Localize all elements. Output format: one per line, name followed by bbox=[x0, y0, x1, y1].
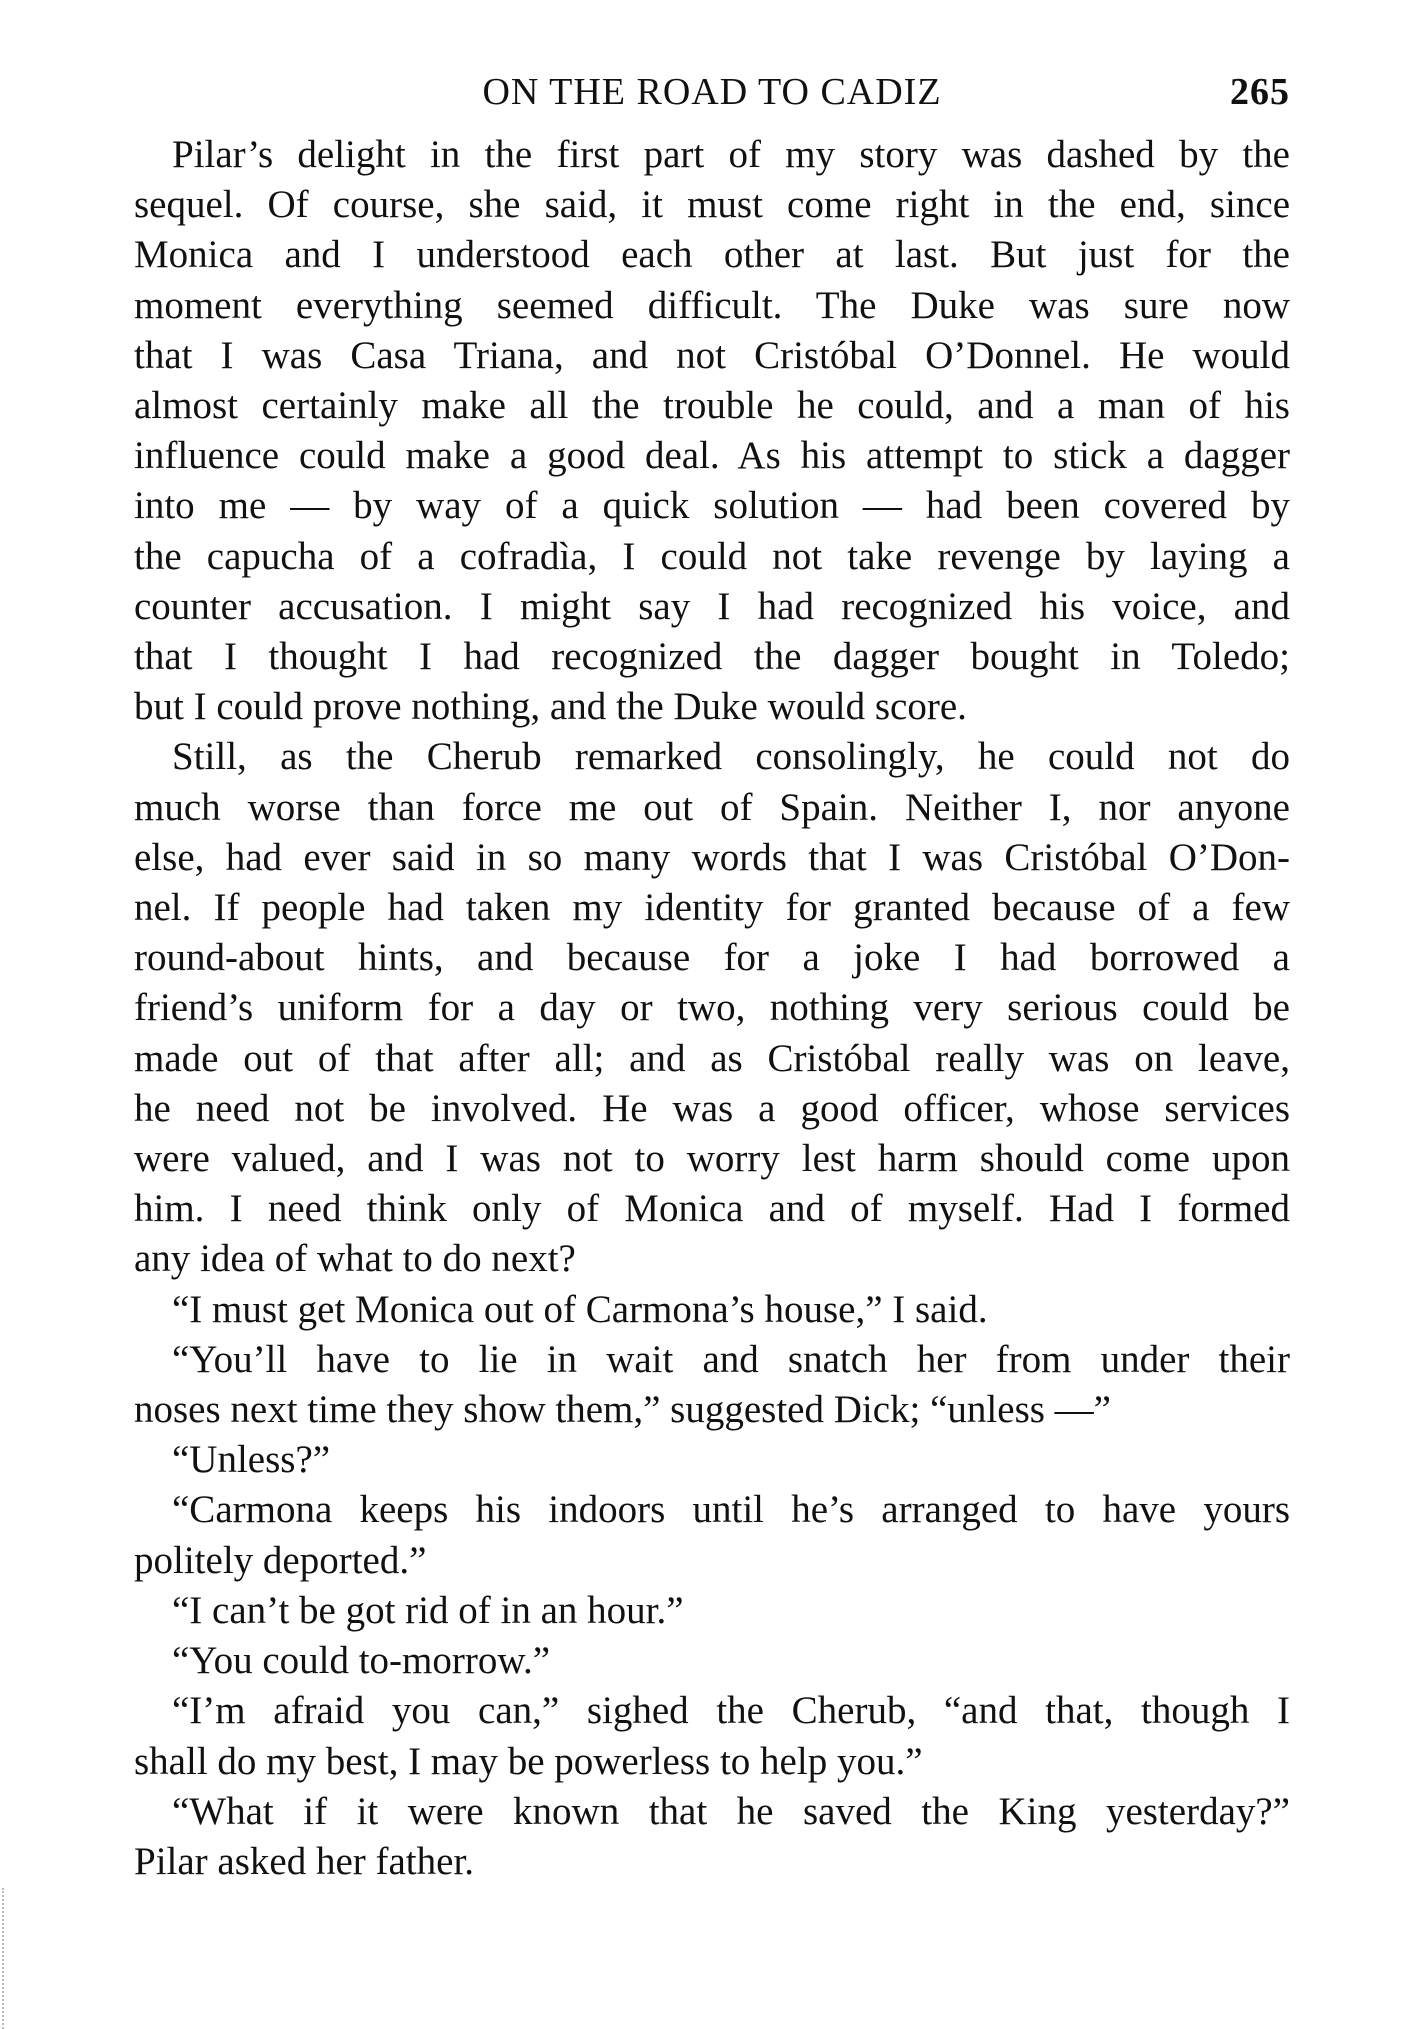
text-line: Pilar asked her father. bbox=[134, 1839, 475, 1883]
text-line: much worse than force me out of Spain. Neither I, nor anyone bbox=[134, 785, 1290, 829]
text-line: counter accusation. I might say I had recognized his voice, and bbox=[134, 584, 1290, 628]
text-line: but I could prove nothing, and the Duke would score. bbox=[134, 685, 967, 729]
text-line: any idea of what to do next? bbox=[134, 1237, 576, 1281]
text-line: sequel. Of course, she said, it must come right in the end, since bbox=[134, 183, 1290, 227]
text-line: “Carmona keeps his indoors until he’s arranged to have yours bbox=[172, 1488, 1290, 1532]
text-line: nel. If people had taken my identity for granted because of a few bbox=[134, 886, 1290, 930]
text-line: “You could to-morrow.” bbox=[172, 1639, 551, 1683]
text-line: else, had ever said in so many words that I was Cristóbal O’Don- bbox=[134, 835, 1290, 879]
running-title: ON THE ROAD TO CADIZ bbox=[482, 71, 942, 113]
text-line: shall do my best, I may be powerless to help you.” bbox=[134, 1739, 923, 1783]
text-line: made out of that after all; and as Cristóbal really was on leave, bbox=[134, 1036, 1290, 1080]
text-line: “I’m afraid you can,” sighed the Cherub, “and that, though I bbox=[172, 1689, 1290, 1733]
paragraph bbox=[134, 1636, 1290, 1686]
text-line: round-about hints, and because for a joke I had borrowed a bbox=[134, 936, 1290, 980]
text-line: friend’s uniform for a day or two, nothing very serious could be bbox=[134, 986, 1290, 1030]
paragraph bbox=[134, 1335, 1290, 1435]
text-line: noses next time they show them,” suggested Dick; “unless —” bbox=[134, 1388, 1111, 1432]
text-line: influence could make a good deal. As his attempt to stick a dagger bbox=[134, 434, 1290, 478]
book-page bbox=[134, 60, 1290, 1887]
page-number: 265 bbox=[1230, 71, 1290, 113]
text-line: Still, as the Cherub remarked consolingly, he could not do bbox=[172, 735, 1290, 779]
text-line: he need not be involved. He was a good officer, whose services bbox=[134, 1086, 1290, 1130]
text-line: Pilar’s delight in the first part of my story was dashed by the bbox=[172, 133, 1290, 176]
text-line: were valued, and I was not to worry lest harm should come upon bbox=[134, 1137, 1290, 1181]
paragraph bbox=[134, 732, 1290, 1284]
text-line: Monica and I understood each other at last. But just for the bbox=[134, 233, 1290, 277]
text-line: into me — by way of a quick solution — had been covered by bbox=[134, 484, 1290, 528]
text-line: “What if it were known that he saved the King yesterday?” bbox=[172, 1789, 1290, 1833]
text-line: moment everything seemed difficult. The Duke was sure now bbox=[134, 283, 1290, 327]
scan-margin-mark bbox=[2, 1888, 6, 2029]
text-line: “You’ll have to lie in wait and snatch her from under their bbox=[172, 1337, 1290, 1381]
paragraph bbox=[134, 1586, 1290, 1636]
text-line: him. I need think only of Monica and of myself. Had I formed bbox=[134, 1187, 1290, 1231]
paragraph bbox=[134, 130, 1290, 732]
paragraph bbox=[134, 1435, 1290, 1485]
text-line: almost certainly make all the trouble he could, and a man of his bbox=[134, 384, 1290, 428]
running-head bbox=[134, 60, 1290, 130]
paragraph bbox=[134, 1485, 1290, 1585]
body-text bbox=[134, 130, 1290, 1887]
text-line: the capucha of a cofradìa, I could not take revenge by laying a bbox=[134, 534, 1290, 578]
text-line: that I thought I had recognized the dagger bought in Toledo; bbox=[134, 635, 1290, 679]
text-line: that I was Casa Triana, and not Cristóbal O’Donnel. He would bbox=[134, 333, 1290, 377]
text-line: “I can’t be got rid of in an hour.” bbox=[172, 1588, 684, 1632]
paragraph bbox=[134, 1787, 1290, 1887]
paragraph bbox=[134, 1285, 1290, 1335]
text-line: “Unless?” bbox=[172, 1438, 331, 1482]
text-line: politely deported.” bbox=[134, 1538, 427, 1582]
paragraph bbox=[134, 1686, 1290, 1786]
text-line: “I must get Monica out of Carmona’s house,” I said. bbox=[172, 1287, 988, 1331]
